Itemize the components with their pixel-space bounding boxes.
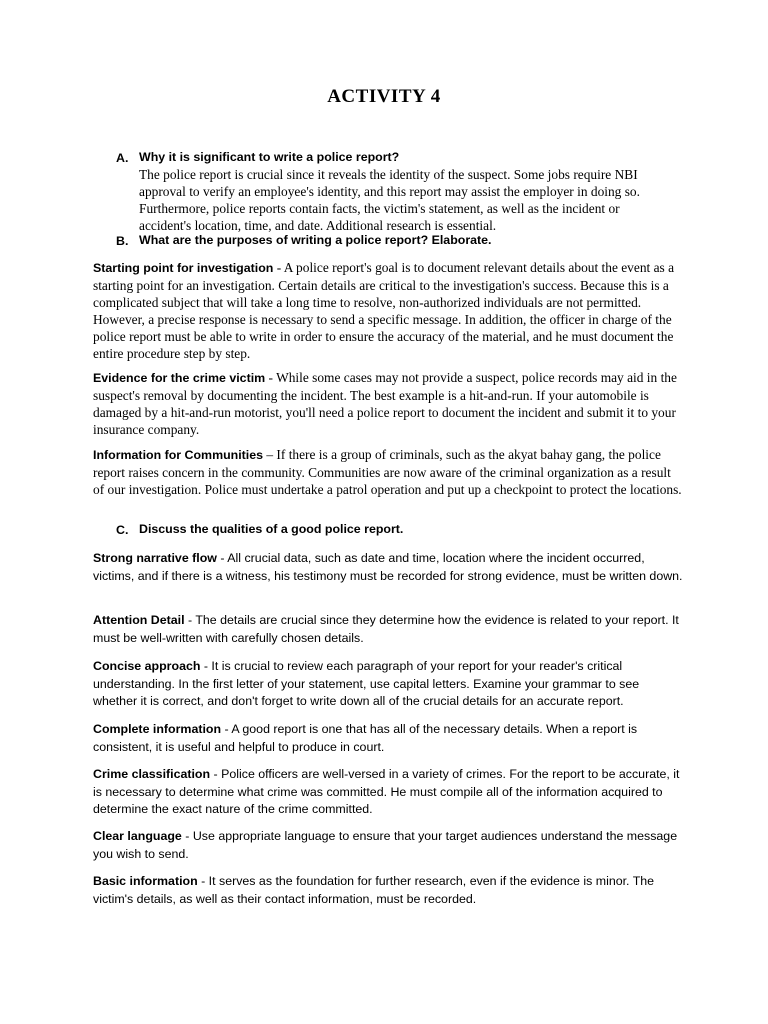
quality-label: Basic information (93, 874, 198, 888)
quality-text: - It serves as the foundation for further research, even if the evidence is minor. The victim's details, as well as their contact information, must be recorded. (93, 874, 655, 906)
quality-text: - Use appropriate language to ensure that your target audiences understand the message you wish to send. (93, 829, 678, 861)
quality-text: - It is crucial to review each paragraph of your report for your reader's critical understanding. In the first letter of your statement, use capital letters. Examine your grammar to see whether it is correct, and don't forget to write down all of the crucial details for an accurate report. (93, 659, 640, 709)
quality-paragraph (93, 658, 683, 711)
purpose-text: If there is a group of criminals, such as the akyat bahay gang, the police report raises concern in the community. Communities are now aware of the criminal organization as a result of our investigation. Police must undertake a patrol operation and put up a checkpoint to protect the locations. (93, 447, 682, 497)
question-a-answer: The police report is crucial since it reveals the identity of the suspect. Some jobs require NBI approval to verify an employee's identity, and this report may assist the employer in doing so. Furthermore, police reports contain facts, the victim's statement, as well as the incident or accident's location, time, and date. Additional research is essential. (139, 167, 640, 233)
quality-label: Attention Detail (93, 613, 185, 627)
quality-label: Concise approach (93, 659, 201, 673)
quality-text: - The details are crucial since they determine how the evidence is related to your report. It must be well-written with carefully chosen details. (93, 613, 679, 645)
purpose-paragraph: Evidence for the crime victim - While some cases may not provide a suspect, police records may aid in the suspect's removal by documenting the incident. The best example is a hit-and-run. If your automobile is damaged by a hit-and-run motorist, you'll need a police report to document the incident and submit it to your insurance company. (93, 370, 677, 437)
quality-paragraph (93, 721, 683, 756)
quality-label: Complete information (93, 722, 222, 736)
purpose-label: Starting point for investigation (93, 261, 274, 275)
quality-paragraph (93, 873, 683, 908)
purpose-paragraph: Starting point for investigation - A police report's goal is to document relevant details about the event as a starting point for an investigation. Certain details are critical to the investigation's success. Because this is a complicated subject that will take a long time to resolve, non-authorized individuals are not permitted. However, a precise response is necessary to send a specific message. In addition, the officer in charge of the police report must be able to write in order to ensure the accuracy of the material, and he must document the entire procedure step by step. (93, 260, 675, 361)
question-a-heading: Why it is significant to write a police report? (139, 150, 400, 164)
question-a-letter: A. (116, 151, 129, 165)
quality-paragraph (93, 612, 683, 647)
purpose-label: Evidence for the crime victim (93, 371, 266, 385)
quality-label: Clear language (93, 829, 182, 843)
page-title: ACTIVITY 4 (327, 86, 441, 107)
quality-text: - A good report is one that has all of the necessary details. When a report is consistent, it is useful and helpful to produce in court. (93, 722, 638, 754)
question-b-heading: What are the purposes of writing a police report? Elaborate. (139, 233, 492, 247)
quality-paragraph (93, 828, 683, 863)
purpose-text: While some cases may not provide a suspect, police records may aid in the suspect's removal by documenting the incident. The best example is a hit-and-run. If your automobile is damaged by a hit-and-run motorist, you'll need a police report to document the incident and submit it to your insurance company. (93, 370, 677, 437)
quality-label: Crime classification (93, 767, 211, 781)
purpose-label: Information for Communities (93, 448, 264, 462)
quality-paragraph (93, 550, 683, 585)
quality-text: - Police officers are well-versed in a variety of crimes. For the report to be accurate, it is necessary to determine what crime was committed. He must compile all of the information acquired to determine the exact nature of the crime committed. (93, 767, 680, 817)
purpose-text: A police report's goal is to document relevant details about the event as a starting point for an investigation. Certain details are critical to the investigation's success. Because this is a complicated subject that will take a long time to resolve, non-authorized individuals are not permitted. However, a precise response is necessary to send a specific message. In addition, the officer in charge of the police report must be able to write in order to ensure the accuracy of the material, and he must document the entire procedure step by step. (93, 260, 675, 361)
question-c-letter: C. (116, 523, 129, 537)
quality-label: Strong narrative flow (93, 551, 217, 565)
purpose-paragraph: Information for Communities – If there is a group of criminals, such as the akyat bahay gang, the police report raises concern in the community. Communities are now aware of the criminal organization as a result of our investigation. Police must undertake a patrol operation and put up a checkpoint to protect the locations. (93, 447, 682, 497)
quality-paragraph (93, 766, 683, 819)
question-c-heading: Discuss the qualities of a good police report. (139, 522, 404, 536)
quality-text: - All crucial data, such as date and time, location where the incident occurred, victims, and if there is a witness, his testimony must be recorded for strong evidence, must be written down. (93, 551, 683, 583)
question-b-letter: B. (116, 234, 129, 248)
